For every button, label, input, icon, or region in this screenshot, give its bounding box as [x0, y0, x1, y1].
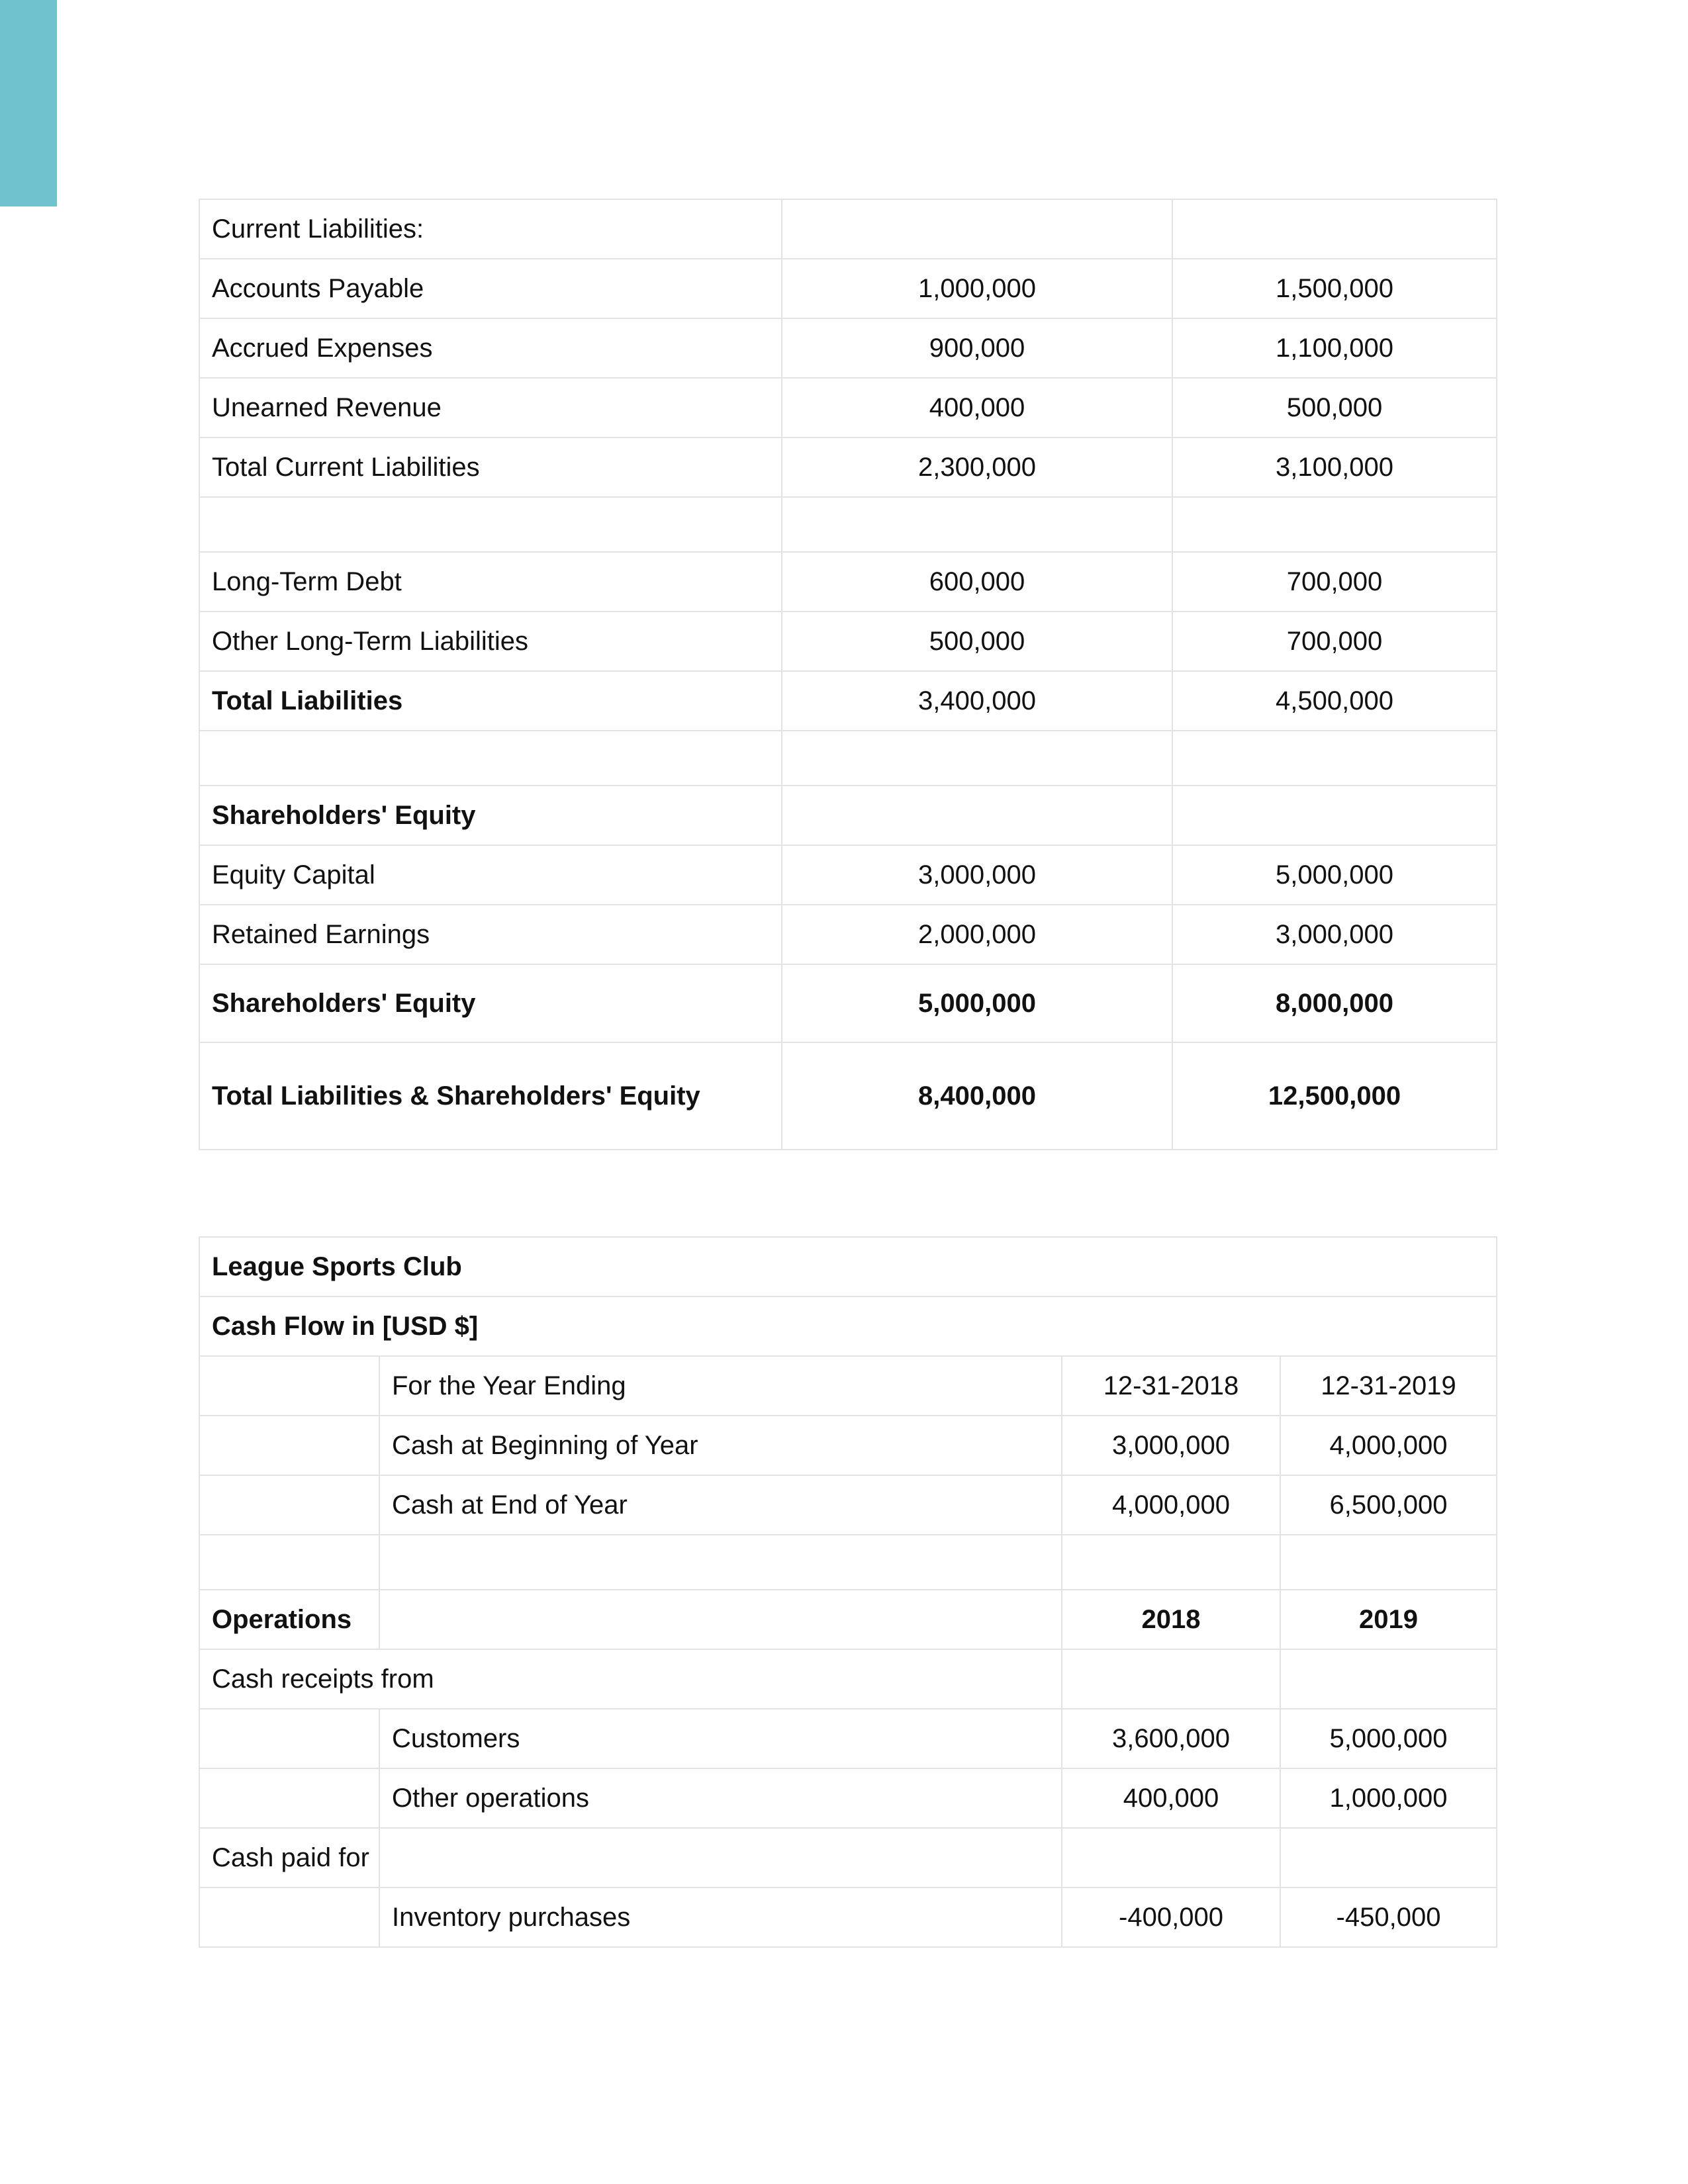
section-header-row	[199, 1590, 1497, 1649]
cash-flow-table	[199, 1236, 1497, 1948]
table-row	[199, 1416, 1497, 1475]
spacer-row	[199, 731, 1497, 786]
table-row	[199, 199, 1497, 259]
value-2018: 12-31-2018	[1062, 1356, 1280, 1416]
value-2019: 1,500,000	[1172, 259, 1497, 318]
company-name: League Sports Club	[199, 1237, 1497, 1297]
value-2019	[1172, 731, 1497, 786]
value-2018: 3,000,000	[1062, 1416, 1280, 1475]
statement-subtitle: Cash Flow in [USD $]	[199, 1297, 1497, 1356]
empty-cell	[199, 1416, 379, 1475]
value-2018: 600,000	[782, 552, 1172, 612]
row-label: Accrued Expenses	[199, 318, 782, 378]
row-label	[199, 497, 782, 552]
value-2018	[782, 731, 1172, 786]
value-2019: 6,500,000	[1280, 1475, 1497, 1535]
table-row	[199, 905, 1497, 964]
row-label: Other Long-Term Liabilities	[199, 612, 782, 671]
value-2018	[782, 786, 1172, 845]
value-2019	[1172, 199, 1497, 259]
empty-cell	[1062, 1828, 1280, 1888]
row-label: Cash at End of Year	[379, 1475, 1062, 1535]
value-2019: 5,000,000	[1280, 1709, 1497, 1768]
empty-cell	[1280, 1649, 1497, 1709]
table-row	[199, 1709, 1497, 1768]
title-row	[199, 1237, 1497, 1297]
row-label: Retained Earnings	[199, 905, 782, 964]
empty-cell	[199, 1356, 379, 1416]
row-label: Total Liabilities	[199, 671, 782, 731]
empty-cell	[199, 1768, 379, 1828]
table-row	[199, 1888, 1497, 1947]
row-label: Unearned Revenue	[199, 378, 782, 437]
row-label: Current Liabilities:	[199, 199, 782, 259]
value-2019: 700,000	[1172, 552, 1497, 612]
value-2019: 12-31-2019	[1280, 1356, 1497, 1416]
value-2018	[782, 199, 1172, 259]
value-2018: -400,000	[1062, 1888, 1280, 1947]
balance-sheet-table	[199, 199, 1497, 1150]
value-2019: 3,100,000	[1172, 437, 1497, 497]
value-2019: 4,500,000	[1172, 671, 1497, 731]
table-row	[199, 259, 1497, 318]
table-row	[199, 1475, 1497, 1535]
value-2018: 400,000	[1062, 1768, 1280, 1828]
table-row	[199, 1768, 1497, 1828]
year-header-2019: 2019	[1280, 1590, 1497, 1649]
value-2018: 5,000,000	[782, 964, 1172, 1042]
grand-total-row	[199, 1042, 1497, 1150]
row-label: Accounts Payable	[199, 259, 782, 318]
value-2018: 1,000,000	[782, 259, 1172, 318]
value-2018: 4,000,000	[1062, 1475, 1280, 1535]
empty-cell	[379, 1828, 1062, 1888]
value-2018: 2,300,000	[782, 437, 1172, 497]
value-2019	[1172, 497, 1497, 552]
group-label: Cash paid for	[199, 1828, 379, 1888]
empty-cell	[199, 1475, 379, 1535]
value-2019: 3,000,000	[1172, 905, 1497, 964]
empty-cell	[1280, 1828, 1497, 1888]
table-row	[199, 1356, 1497, 1416]
table-row	[199, 671, 1497, 731]
row-label: Long-Term Debt	[199, 552, 782, 612]
value-2019: 1,000,000	[1280, 1768, 1497, 1828]
value-2019: -450,000	[1280, 1888, 1497, 1947]
row-label: Other operations	[379, 1768, 1062, 1828]
empty-cell	[199, 1535, 379, 1590]
table-row	[199, 552, 1497, 612]
value-2018: 900,000	[782, 318, 1172, 378]
group-label: Cash receipts from	[199, 1649, 1062, 1709]
row-label: Inventory purchases	[379, 1888, 1062, 1947]
row-label	[199, 731, 782, 786]
empty-cell	[379, 1535, 1062, 1590]
section-heading: Shareholders' Equity	[199, 786, 782, 845]
value-2019: 8,000,000	[1172, 964, 1497, 1042]
row-label: Shareholders' Equity	[199, 964, 782, 1042]
year-header-2018: 2018	[1062, 1590, 1280, 1649]
empty-cell	[1280, 1535, 1497, 1590]
table-row	[199, 845, 1497, 905]
row-label: Cash at Beginning of Year	[379, 1416, 1062, 1475]
table-row	[199, 318, 1497, 378]
page-accent-bar	[0, 0, 57, 206]
empty-cell	[1062, 1649, 1280, 1709]
value-2018: 8,400,000	[782, 1042, 1172, 1150]
row-label: Total Current Liabilities	[199, 437, 782, 497]
value-2019: 12,500,000	[1172, 1042, 1497, 1150]
value-2019: 1,100,000	[1172, 318, 1497, 378]
value-2018: 2,000,000	[782, 905, 1172, 964]
row-label: For the Year Ending	[379, 1356, 1062, 1416]
empty-cell	[199, 1888, 379, 1947]
table-row	[199, 437, 1497, 497]
empty-cell	[379, 1590, 1062, 1649]
value-2019: 5,000,000	[1172, 845, 1497, 905]
empty-cell	[199, 1709, 379, 1768]
value-2019: 700,000	[1172, 612, 1497, 671]
total-row	[199, 964, 1497, 1042]
table-row	[199, 612, 1497, 671]
value-2019: 500,000	[1172, 378, 1497, 437]
row-label: Customers	[379, 1709, 1062, 1768]
table-row	[199, 378, 1497, 437]
spacer-row	[199, 1535, 1497, 1590]
empty-cell	[1062, 1535, 1280, 1590]
value-2018	[782, 497, 1172, 552]
row-label: Equity Capital	[199, 845, 782, 905]
value-2018: 3,600,000	[1062, 1709, 1280, 1768]
section-heading: Operations	[199, 1590, 379, 1649]
row-label: Total Liabilities & Shareholders' Equity	[199, 1042, 782, 1150]
subtitle-row	[199, 1297, 1497, 1356]
table-row	[199, 1649, 1497, 1709]
value-2018: 400,000	[782, 378, 1172, 437]
spacer-row	[199, 497, 1497, 552]
value-2019: 4,000,000	[1280, 1416, 1497, 1475]
value-2018: 3,400,000	[782, 671, 1172, 731]
value-2018: 3,000,000	[782, 845, 1172, 905]
table-row	[199, 1828, 1497, 1888]
value-2018: 500,000	[782, 612, 1172, 671]
section-header-row	[199, 786, 1497, 845]
value-2019	[1172, 786, 1497, 845]
